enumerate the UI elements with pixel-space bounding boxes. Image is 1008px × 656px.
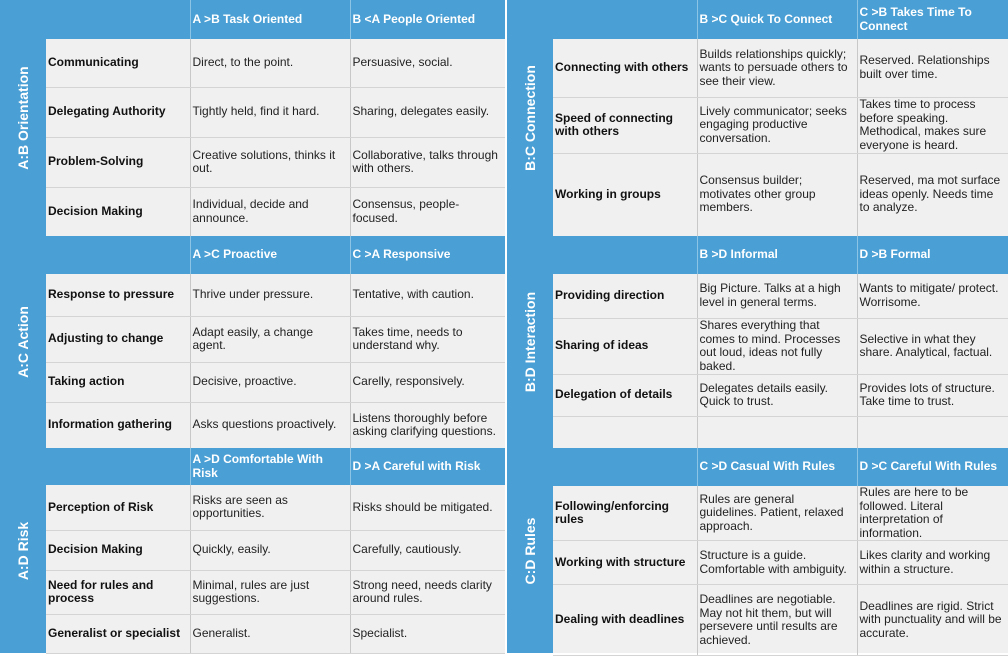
table-cell: Wants to mitigate/ protect. Worrisome. [857,274,1008,318]
panel-title: A:C Action [15,306,31,378]
column-header: C >D Casual With Rules [697,448,857,486]
row-label: Generalist or specialist [46,614,190,653]
header-blank [553,448,697,486]
column-header: D >A Careful with Risk [350,448,505,485]
panel-title: A:B Orientation [15,66,31,170]
column-header: C >B Takes Time To Connect [857,0,1008,39]
panel-table [46,0,506,237]
header-blank [46,236,190,274]
table-cell: Big Picture. Talks at a high level in general terms. [697,274,857,318]
panel-side-label [0,236,46,448]
table-cell [857,416,1008,448]
table-cell: Consensus builder; motivates other group members. [697,153,857,236]
table-row [46,39,505,87]
row-label: Need for rules and process [46,570,190,614]
table-cell: Deadlines are negotiable. May not hit them, but will persevere until results are achieved. [697,585,857,656]
table-cell [697,416,857,448]
column-header: A >D Comfortable With Risk [190,448,350,485]
table-cell: Listens thoroughly before asking clarifying questions. [350,402,505,448]
table-cell: Delegates details easily. Quick to trust. [697,374,857,416]
table-header-row [553,0,1008,39]
column-header: C >A Responsive [350,236,505,274]
table-row [553,97,1008,153]
row-label: Connecting with others [553,39,697,97]
row-label: Problem-Solving [46,137,190,187]
table-cell: Thrive under pressure. [190,274,350,316]
row-label: Providing direction [553,274,697,318]
table-cell: Quickly, easily. [190,530,350,570]
panel-title: B:C Connection [522,65,538,171]
column-header: A >C Proactive [190,236,350,274]
table-cell: Lively communicator; seeks engaging productive conversation. [697,97,857,153]
panel-title: B:D Interaction [522,291,538,393]
table-cell: Carelly, responsively. [350,362,505,402]
panel-title: A:D Risk [15,521,31,580]
table-row [553,374,1008,416]
row-label: Response to pressure [46,274,190,316]
table-row [46,362,505,402]
table-cell: Rules are general guidelines. Patient, relaxed approach. [697,486,857,541]
table-cell: Risks are seen as opportunities. [190,485,350,530]
table-row [46,614,505,653]
panel-connection [507,0,1008,236]
table-cell: Reserved, ma mot surface ideas openly. Needs time to analyze. [857,153,1008,236]
table-cell: Likes clarity and working within a structure. [857,541,1008,585]
panel-side-label [0,448,46,653]
table-cell: Shares everything that comes to mind. Processes out loud, ideas not fully baked. [697,318,857,374]
table-cell: Collaborative, talks through with others. [350,137,505,187]
table-cell: Tentative, with caution. [350,274,505,316]
row-label: Sharing of ideas [553,318,697,374]
row-label: Perception of Risk [46,485,190,530]
table-cell: Decisive, proactive. [190,362,350,402]
column-header: A >B Task Oriented [190,0,350,39]
row-label [553,416,697,448]
table-cell: Asks questions proactively. [190,402,350,448]
table-header-row [46,448,505,485]
row-label: Adjusting to change [46,316,190,362]
table-cell: Consensus, people-focused. [350,187,505,236]
table-row [46,570,505,614]
panel-side-label [0,0,46,236]
column-header: B >D Informal [697,236,857,274]
table-cell: Carefully, cautiously. [350,530,505,570]
row-label: Working with structure [553,541,697,585]
table-row [553,318,1008,374]
header-blank [553,236,697,274]
table-cell: Takes time, needs to understand why. [350,316,505,362]
panel-risk [0,448,505,653]
row-label: Decision Making [46,530,190,570]
table-row [553,416,1008,448]
panel-rules [507,448,1008,653]
row-label: Information gathering [46,402,190,448]
table-row [553,585,1008,656]
row-label: Communicating [46,39,190,87]
table-cell: Tightly held, find it hard. [190,87,350,137]
row-label: Speed of connecting with others [553,97,697,153]
table-row [553,153,1008,236]
panel-side-label [507,0,553,236]
table-row [553,486,1008,541]
table-cell: Persuasive, social. [350,39,505,87]
row-label: Delegating Authority [46,87,190,137]
table-cell: Provides lots of structure. Take time to trust. [857,374,1008,416]
table-cell: Structure is a guide. Comfortable with ambiguity. [697,541,857,585]
table-row [46,137,505,187]
table-cell: Selective in what they share. Analytical, factual. [857,318,1008,374]
table-cell: Strong need, needs clarity around rules. [350,570,505,614]
table-cell: Reserved. Relationships built over time. [857,39,1008,97]
panel-table [46,448,506,654]
panel-table [553,236,1008,449]
panel-action [0,236,505,448]
table-row [553,274,1008,318]
table-header-row [46,236,505,274]
row-label: Taking action [46,362,190,402]
table-row [553,39,1008,97]
table-row [46,274,505,316]
table-cell: Deadlines are rigid. Strict with punctuality and will be accurate. [857,585,1008,656]
panel-side-label [507,448,553,653]
table-row [46,316,505,362]
table-cell: Minimal, rules are just suggestions. [190,570,350,614]
table-row [46,87,505,137]
table-cell: Adapt easily, a change agent. [190,316,350,362]
table-cell: Risks should be mitigated. [350,485,505,530]
column-header: B >C Quick To Connect [697,0,857,39]
table-row [553,541,1008,585]
table-cell: Creative solutions, thinks it out. [190,137,350,187]
table-cell: Builds relationships quickly; wants to persuade others to see their view. [697,39,857,97]
row-label: Working in groups [553,153,697,236]
table-header-row [553,236,1008,274]
table-cell: Sharing, delegates easily. [350,87,505,137]
panel-table [46,236,506,449]
row-label: Following/enforcing rules [553,486,697,541]
column-header: B <A People Oriented [350,0,505,39]
table-cell: Individual, decide and announce. [190,187,350,236]
table-cell: Takes time to process before speaking. Methodical, makes sure everyone is heard. [857,97,1008,153]
panel-title: C:D Rules [522,517,538,584]
table-cell: Specialist. [350,614,505,653]
table-row [46,530,505,570]
column-header: D >B Formal [857,236,1008,274]
table-row [46,402,505,448]
table-header-row [553,448,1008,486]
table-row [46,485,505,530]
row-label: Dealing with deadlines [553,585,697,656]
panel-orientation [0,0,505,236]
panel-table [553,0,1008,237]
row-label: Delegation of details [553,374,697,416]
column-header: D >C Careful With Rules [857,448,1008,486]
panel-interaction [507,236,1008,448]
table-header-row [46,0,505,39]
header-blank [46,448,190,485]
panel-table [553,448,1008,656]
table-cell: Generalist. [190,614,350,653]
header-blank [553,0,697,39]
table-row [46,187,505,236]
panel-side-label [507,236,553,448]
row-label: Decision Making [46,187,190,236]
header-blank [46,0,190,39]
table-cell: Direct, to the point. [190,39,350,87]
table-cell: Rules are here to be followed. Literal interpretation of information. [857,486,1008,541]
